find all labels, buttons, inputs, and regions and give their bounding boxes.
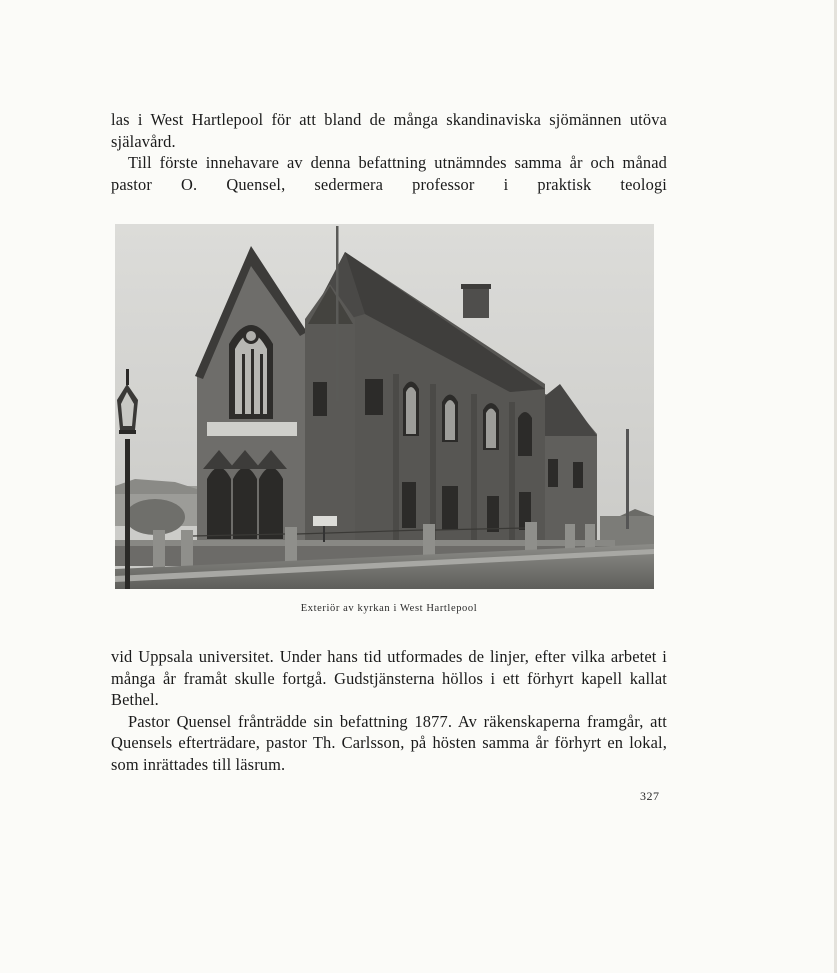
church-photograph	[115, 224, 654, 589]
church-exterior-image	[115, 224, 654, 589]
figure-caption: Exteriör av kyrkan i West Hartlepool	[300, 603, 478, 614]
paragraph-continuation: las i West Hartlepool för att bland de många skandinaviska sjömännen utöva själavård.	[111, 110, 667, 151]
page-number: 327	[640, 789, 660, 803]
bottom-text-block	[111, 646, 667, 775]
paragraph-quensel-appointment: Till förste innehavare av denna befattning utnämndes samma år och månad pastor O. Quensel, sedermera professor i praktisk teologi	[111, 153, 667, 194]
paragraph-quensel-resignation: Pastor Quensel frånträdde sin befattning 1877. Av räkenskaperna framgår, att Quensels efterträdare, pastor Th. Carlsson, på hösten samma år förhyrt en lokal, som inrättades till läsrum.	[111, 711, 667, 774]
paragraph-uppsala: vid Uppsala universitet. Under hans tid utformades de linjer, efter vilka arbetet i många år framåt skulle fortgå. Gudstjänsterna höllos i ett förhyrt kapell kallat Bethel.	[111, 647, 667, 709]
top-text-block	[111, 109, 667, 195]
